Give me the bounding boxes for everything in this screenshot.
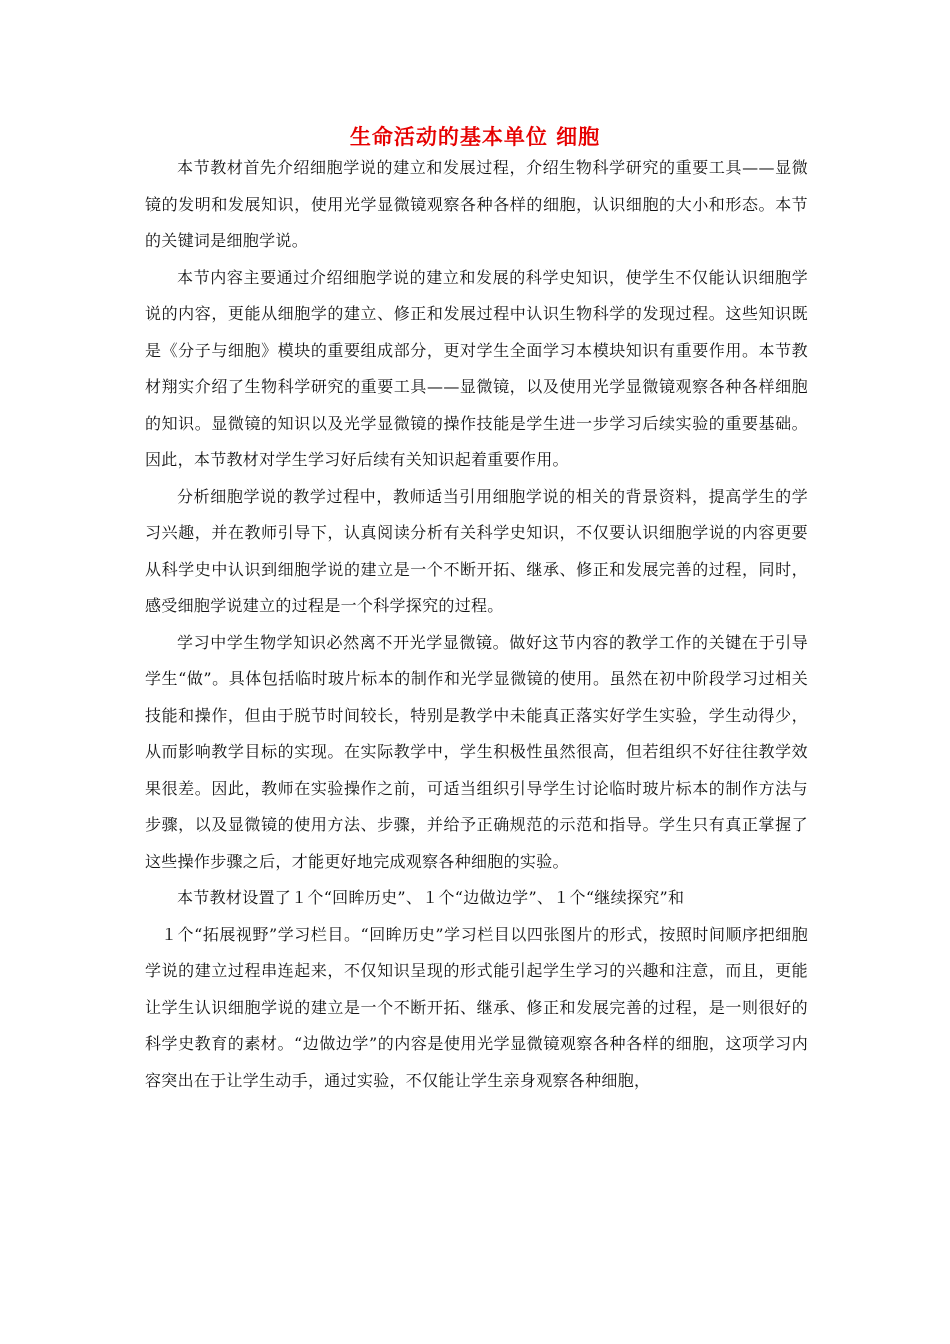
paragraph-5: 本节教材设置了１个“回眸历史”、１个“边做边学”、１个“继续探究”和 <box>177 888 685 907</box>
document-title: 生命活动的基本单位 细胞 <box>349 124 601 149</box>
document-body <box>145 150 808 1099</box>
paragraph-1: 本节教材首先介绍细胞学说的建立和发展过程，介绍生物科学研究的重要工具——显微镜的发明和发展知识，使用光学显微镜观察各种各样的细胞，认识细胞的大小和形态。本节的关键词是细胞学说。 <box>145 158 808 250</box>
paragraph-6: １个“拓展视野”学习栏目。“回眸历史”学习栏目以四张图片的形式，按照时间顺序把细胞学说的建立过程串连起来，不仅知识呈现的形式能引起学生学习的兴趣和注意，而且，更能让学生认识细胞学说的建立是一个不断开拓、继承、修正和发展完善的过程，是一则很好的科学史教育的素材。“边做边学”的内容是使用光学显微镜观察各种各样的细胞，这项学习内容突出在于让学生动手，通过实验，不仅能让学生亲身观察各种细胞， <box>145 924 808 1090</box>
paragraph-2: 本节内容主要通过介绍细胞学说的建立和发展的科学史知识，使学生不仅能认识细胞学说的内容，更能从细胞学的建立、修正和发展过程中认识生物科学的发现过程。这些知识既是《分子与细胞》模块的重要组成部分，更对学生全面学习本模块知识有重要作用。本节教材翔实介绍了生物科学研究的重要工具——显微镜，以及使用光学显微镜观察各种各样细胞的知识。显微镜的知识以及光学显微镜的操作技能是学生进一步学习后续实验的重要基础。因此，本节教材对学生学习好后续有关知识起着重要作用。 <box>145 267 808 469</box>
paragraph-4: 学习中学生物学知识必然离不开光学显微镜。做好这节内容的教学工作的关键在于引导学生“做”。具体包括临时玻片标本的制作和光学显微镜的使用。虽然在初中阶段学习过相关技能和操作，但由于脱节时间较长，特别是教学中未能真正落实好学生实验，学生动得少，从而影响教学目标的实现。在实际教学中，学生积极性虽然很高，但若组织不好往往教学效果很差。因此，教师在实验操作之前，可适当组织引导学生讨论临时玻片标本的制作方法与步骤，以及显微镜的使用方法、步骤，并给予正确规范的示范和指导。学生只有真正掌握了这些操作步骤之后，才能更好地完成观察各种细胞的实验。 <box>145 632 808 871</box>
paragraph-3: 分析细胞学说的教学过程中，教师适当引用细胞学说的相关的背景资料，提高学生的学习兴趣，并在教师引导下，认真阅读分析有关科学史知识，不仅要认识细胞学说的内容更要从科学史中认识到细胞学说的建立是一个不断开拓、继承、修正和发展完善的过程，同时，感受细胞学说建立的过程是一个科学探究的过程。 <box>145 486 808 615</box>
